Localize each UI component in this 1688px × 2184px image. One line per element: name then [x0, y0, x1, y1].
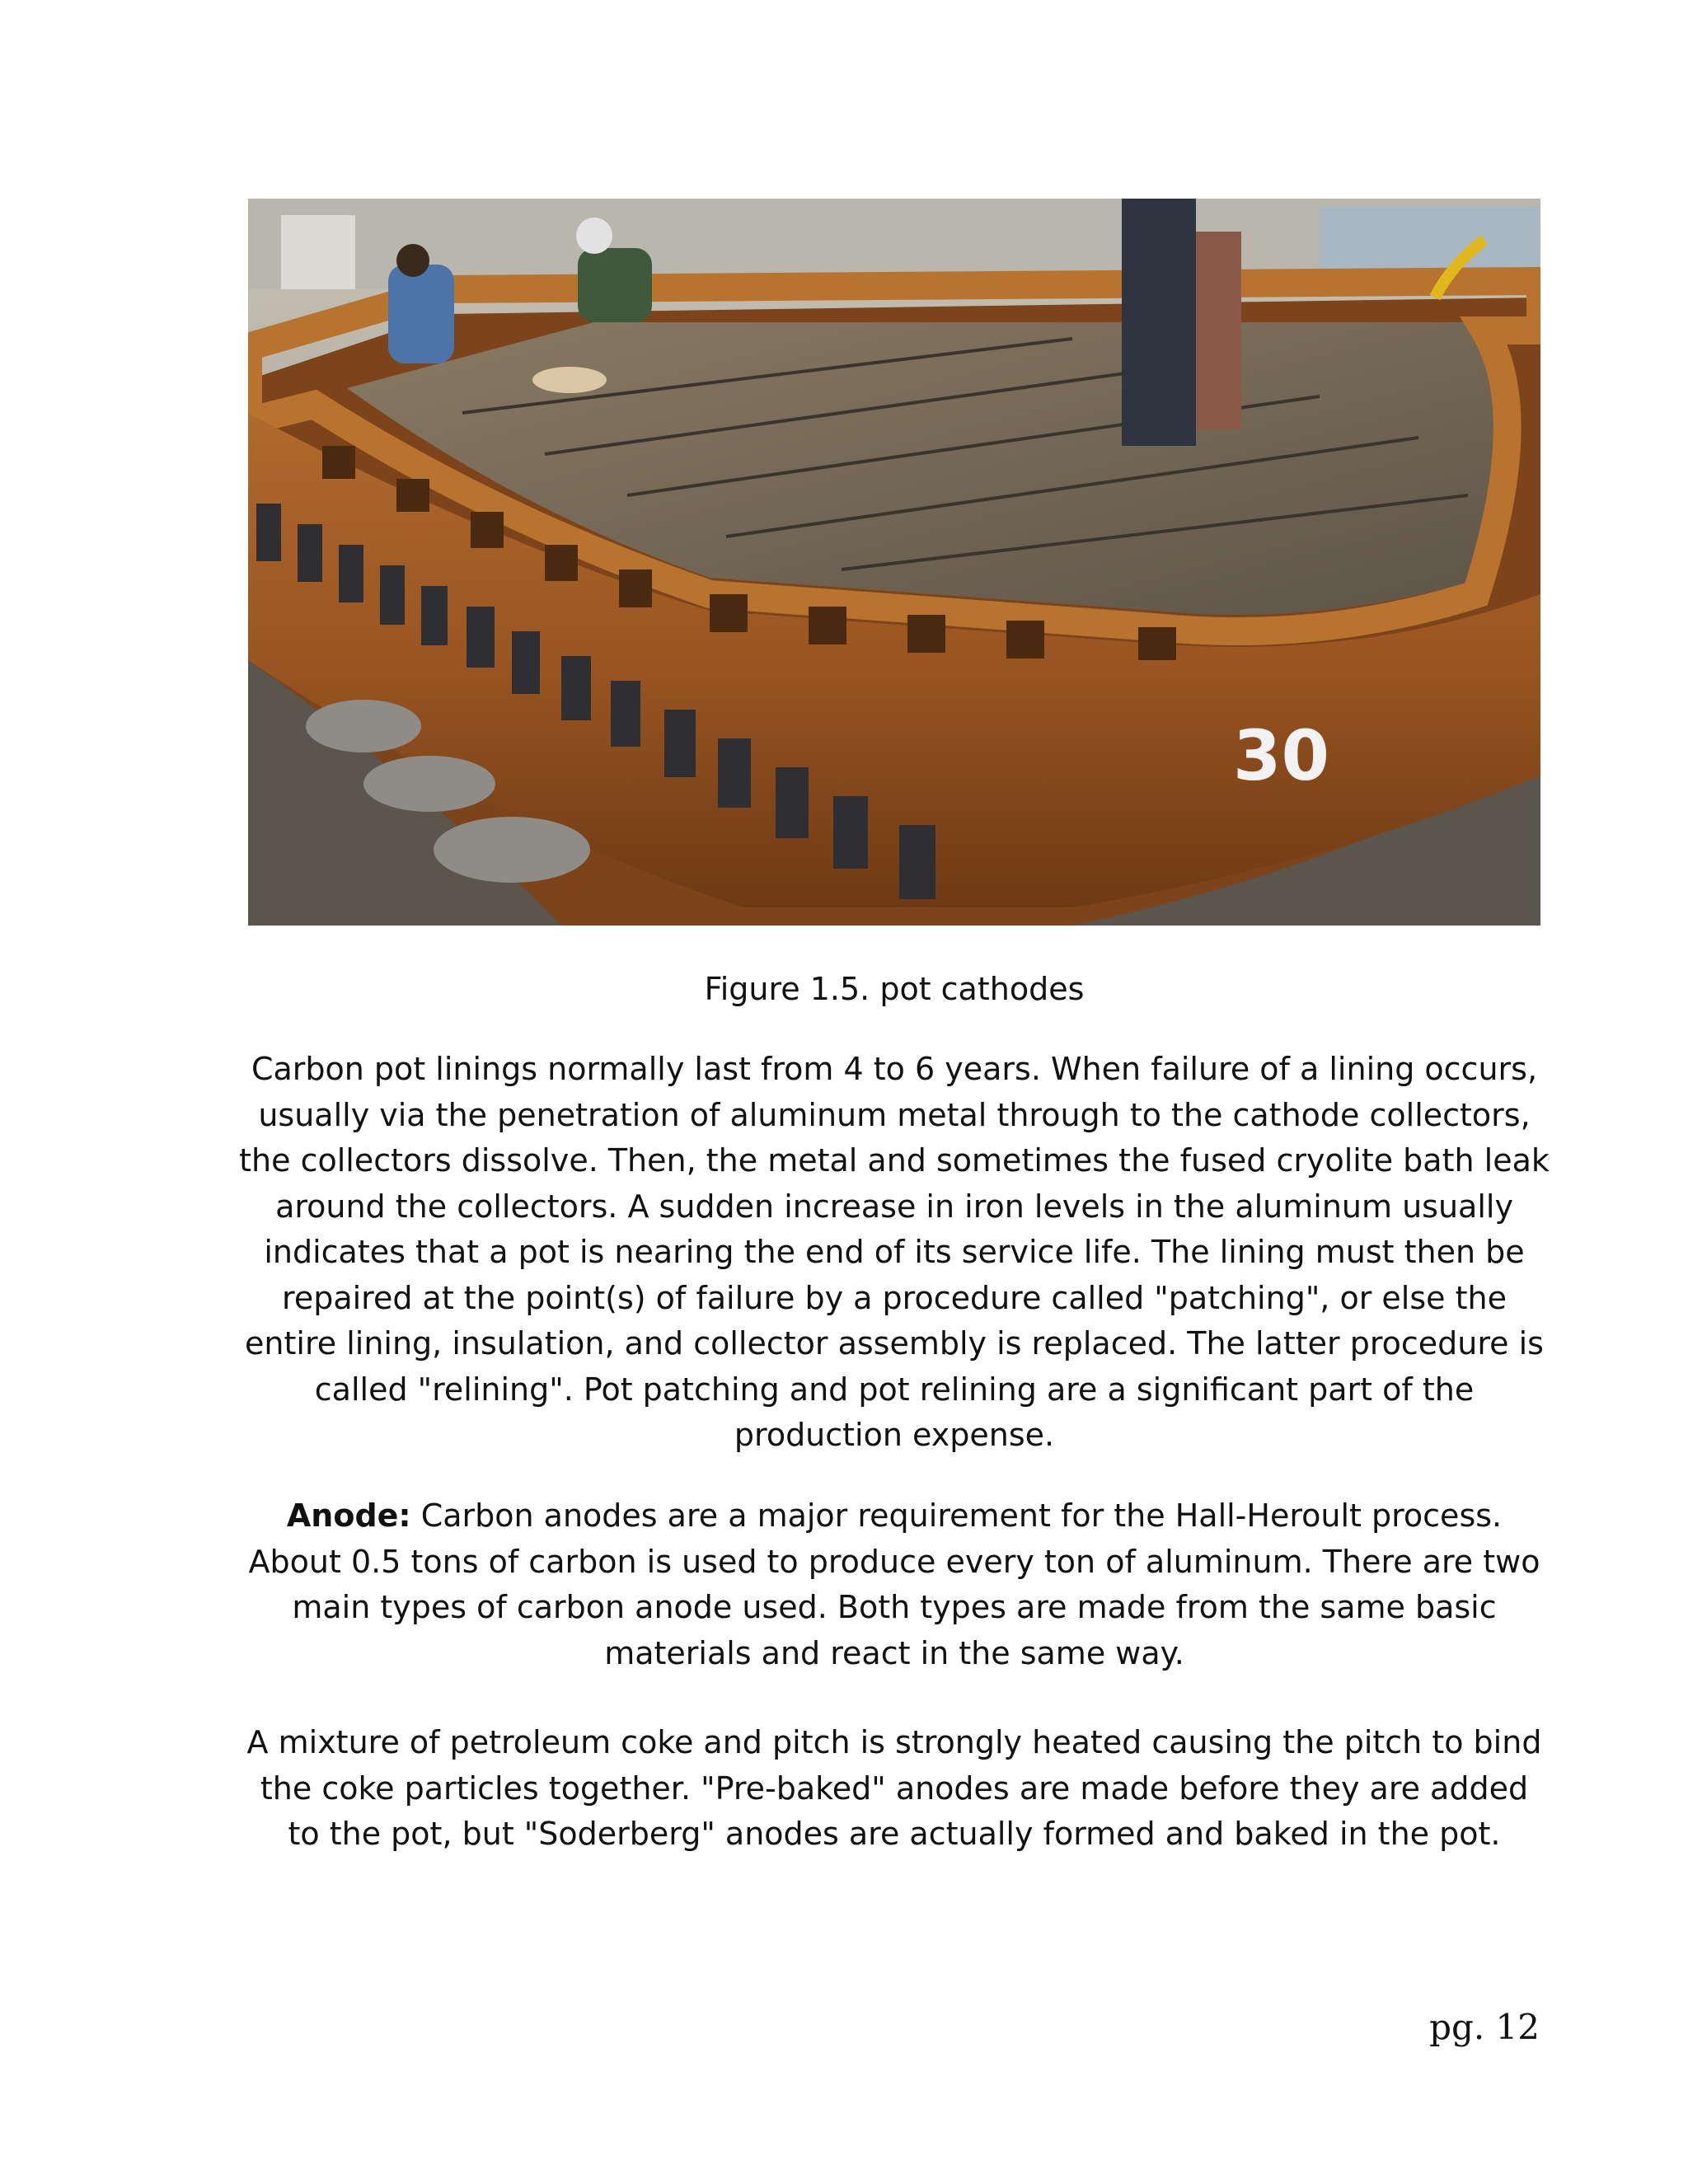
anode-first-line: Carbon anodes are a major requirement for the Hall-Heroult process.: [410, 1497, 1503, 1534]
anode-label: Anode:: [286, 1497, 411, 1534]
text-line: the coke particles together. "Pre-baked" anodes are made before they are added: [260, 1769, 1529, 1807]
text-line: About 0.5 tons of carbon is used to produce every ton of aluminum. There are two: [248, 1543, 1540, 1580]
figure-caption: Figure 1.5. pot cathodes: [704, 971, 1085, 1007]
text-line: usually via the penetration of aluminum metal through to the cathode collectors,: [258, 1096, 1531, 1133]
text-line: A mixture of petroleum coke and pitch is strongly heated causing the pitch to bind: [246, 1724, 1542, 1760]
text-line: repaired at the point(s) of failure by a procedure called "patching", or else the: [282, 1279, 1507, 1316]
text-line: to the pot, but "Soderberg" anodes are actually formed and baked in the pot.: [288, 1816, 1501, 1852]
pot-number-text: 30: [1233, 715, 1329, 796]
paragraph-pot-linings: [236, 1047, 1553, 1459]
text-line: main types of carbon anode used. Both types are made from the same basic: [292, 1589, 1497, 1625]
text-line: the collectors dissolve. Then, the metal and sometimes the fused cryolite bath leak: [239, 1142, 1550, 1179]
text-line: indicates that a pot is nearing the end of its service life. The lining must then be: [264, 1234, 1525, 1270]
text-line: [236, 1493, 1553, 1540]
paragraph-anode: [236, 1493, 1553, 1676]
pot-cathode-photo: [248, 199, 1540, 926]
text-line: entire lining, insulation, and collector assembly is replaced. The latter procedure is: [245, 1325, 1544, 1361]
text-line: materials and react in the same way.: [604, 1634, 1184, 1671]
page-number: pg. 12: [1429, 2007, 1540, 2047]
text-line: Carbon pot linings normally last from 4 to 6 years. When failure of a lining occurs,: [251, 1051, 1538, 1087]
paragraph-anode-mixture: [236, 1720, 1553, 1858]
text-line: around the collectors. A sudden increase in iron levels in the aluminum usually: [275, 1188, 1513, 1225]
text-line: called "relining". Pot patching and pot relining are a significant part of the: [314, 1371, 1475, 1408]
text-line: production expense.: [734, 1417, 1055, 1453]
